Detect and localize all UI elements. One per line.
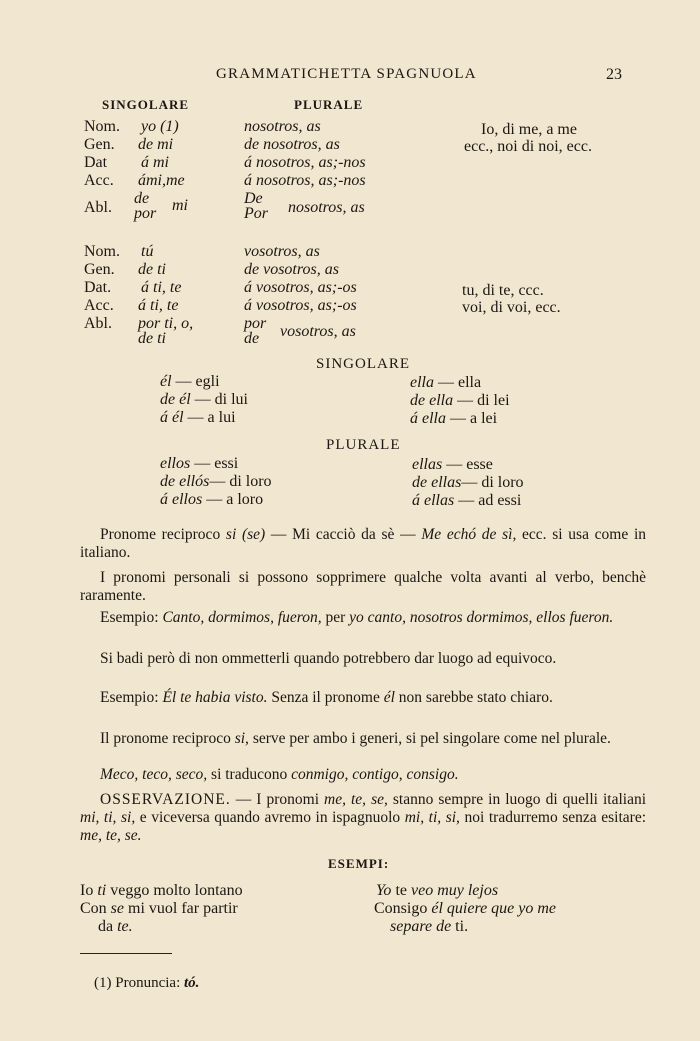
plural-form: á nosotros, as;-nos xyxy=(244,154,366,171)
pronoun-pair: él — egli xyxy=(160,373,220,390)
pronoun-pair: de ellas— di loro xyxy=(412,474,524,491)
italian-translation: tu, di te, ccc. xyxy=(462,282,544,299)
page-number: 23 xyxy=(606,66,622,83)
plural-form: de nosotros, as xyxy=(244,136,340,153)
pronoun-pair: ellos — essi xyxy=(160,455,239,472)
running-title: GRAMMATICHETTA SPAGNUOLA xyxy=(216,66,477,82)
plural-form: vosotros, as xyxy=(244,243,320,260)
singular-form: á ti, te xyxy=(138,297,179,314)
singular-form: de mi xyxy=(138,136,174,153)
column-heading-singolare: SINGOLARE xyxy=(102,97,190,112)
pronoun-pair: de él — di lui xyxy=(160,391,248,408)
section-heading-singolare: SINGOLARE xyxy=(316,356,410,372)
pronoun-pair: á él — a lui xyxy=(160,409,236,426)
case-label: Abl. xyxy=(84,199,112,216)
italian-translation: ecc., noi di noi, ecc. xyxy=(464,138,592,155)
singular-form: mi xyxy=(172,197,188,214)
plural-form: á nosotros, as;-nos xyxy=(244,172,366,189)
case-label: Abl. xyxy=(84,315,112,332)
paragraph-omission: I pronomi personali si possono sopprimere qualche volta avanti al verbo, benchè raramente. xyxy=(80,569,646,604)
pronoun-pair: de ella — di lei xyxy=(410,392,510,409)
pronoun-pair: ella — ella xyxy=(410,374,482,391)
example-line: Consigo él quiere que yo me xyxy=(374,900,557,917)
paragraph-equivoco: Si badi però di non ommetterli quando potrebbero dar luogo ad equivoco. xyxy=(100,650,557,667)
case-label: Gen. xyxy=(84,136,115,153)
singular-form: ámi,me xyxy=(138,172,185,189)
column-heading-plurale: PLURALE xyxy=(294,97,364,112)
case-label: Nom. xyxy=(84,118,120,135)
pronoun-pair: á ella — a lei xyxy=(410,410,498,427)
pronoun-pair: á ellas — ad essi xyxy=(412,492,522,509)
example-line: Con se mi vuol far partir xyxy=(80,900,238,917)
plural-form-stacked: De Por xyxy=(244,190,268,222)
case-label: Acc. xyxy=(84,172,114,189)
example-line: da te. xyxy=(98,918,133,935)
case-label: Acc. xyxy=(84,297,114,314)
plural-form: á vosotros, as;-os xyxy=(244,279,357,296)
footnote: (1) Pronuncia: tó. xyxy=(94,975,200,991)
footnote-divider xyxy=(80,953,172,954)
singular-form: á mi xyxy=(141,154,169,171)
pronoun-pair: ellas — esse xyxy=(412,456,493,473)
pronoun-pair: de ellós— di loro xyxy=(160,473,272,490)
pronoun-pair: á ellos — a loro xyxy=(160,491,264,508)
case-label: Gen. xyxy=(84,261,115,278)
italian-translation: Io, di me, a me xyxy=(481,121,577,138)
paragraph-osservazione: OSSERVAZIONE. — I pronomi me, te, se, stanno sempre in luogo di quelli italiani mi, ti, si, e viceversa quando avremo in ispagnuolo mi, ti, si, noi tradurremo senza esitare: me, te, se. xyxy=(80,791,647,844)
italian-translation: voi, di voi, ecc. xyxy=(462,299,561,316)
case-label: Nom. xyxy=(84,243,120,260)
paragraph-meco: Meco, teco, seco, si traducono conmigo, contigo, consigo. xyxy=(100,766,459,783)
case-label: Dat. xyxy=(84,279,112,296)
plural-form: á vosotros, as;-os xyxy=(244,297,357,314)
paragraph-example-1: Esempio: Canto, dormimos, fueron, per yo canto, nosotros dormimos, ellos fueron. xyxy=(100,609,614,626)
singular-form-stacked: por ti, o, de ti xyxy=(138,315,194,347)
section-heading-plurale: PLURALE xyxy=(326,437,401,453)
paragraph-reciprocal: Pronome reciproco si (se) — Mi cacciò da sè — Me echó de sì, ecc. si usa come in italiano. xyxy=(80,526,646,561)
singular-form: yo (1) xyxy=(141,118,179,135)
singular-form: tú xyxy=(141,243,154,260)
paragraph-example-2: Esempio: Él te habia visto. Senza il pronome él non sarebbe stato chiaro. xyxy=(100,689,553,706)
example-line: separe de ti. xyxy=(390,918,469,935)
singular-form-stacked: de por xyxy=(134,190,157,222)
plural-form: de vosotros, as xyxy=(244,261,339,278)
case-label: Dat xyxy=(84,154,108,171)
paragraph-si: Il pronome reciproco si, serve per ambo i generi, si pel singolare come nel plurale. xyxy=(100,730,611,747)
plural-form: nosotros, as xyxy=(288,199,365,216)
example-line: Yo te veo muy lejos xyxy=(376,882,499,899)
section-heading-esempi: ESEMPI: xyxy=(328,856,390,871)
singular-form: á ti, te xyxy=(141,279,182,296)
plural-form: vosotros, as xyxy=(280,323,356,340)
example-line: Io ti veggo molto lontano xyxy=(80,882,243,899)
plural-form-stacked: por de xyxy=(244,315,267,347)
singular-form: de ti xyxy=(138,261,166,278)
plural-form: nosotros, as xyxy=(244,118,321,135)
